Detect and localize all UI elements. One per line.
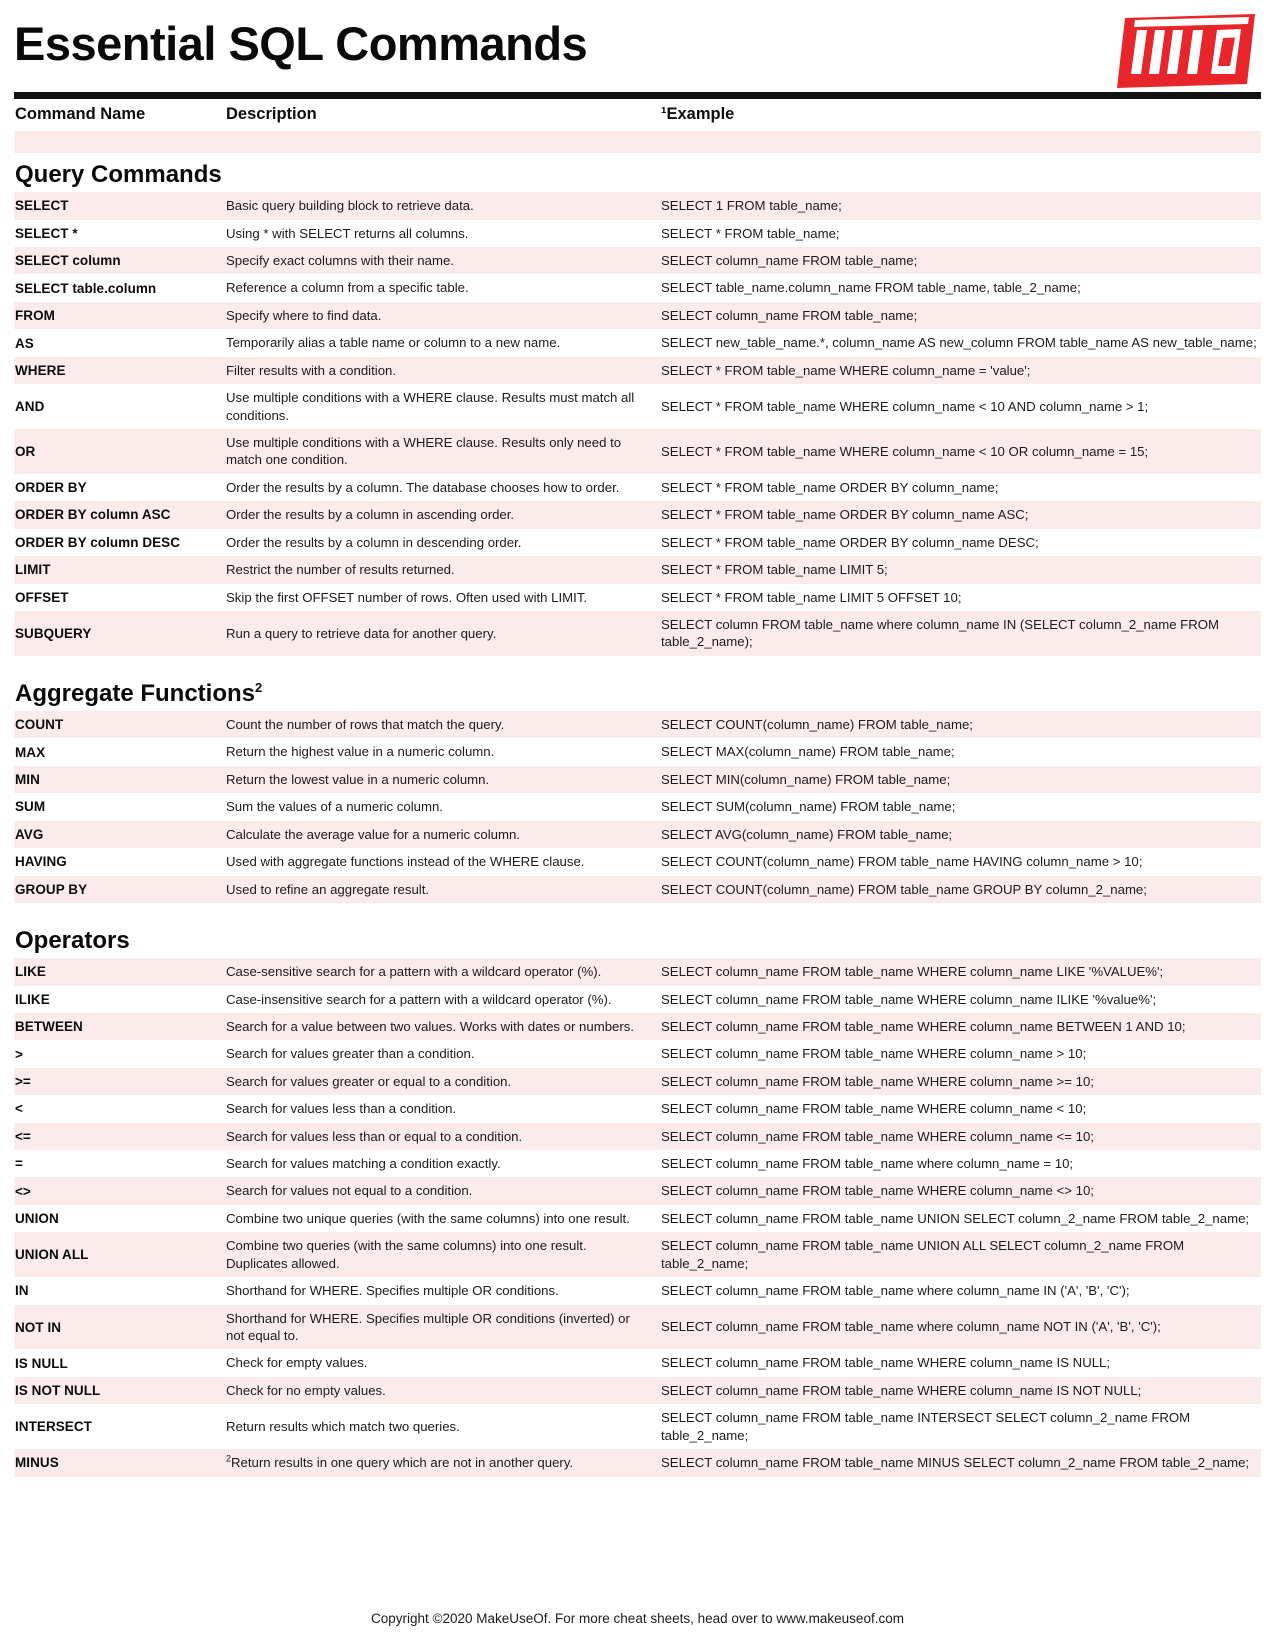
command-description-cell: Return the highest value in a numeric column. xyxy=(226,744,495,760)
table-row xyxy=(14,329,1261,356)
command-description-cell: Sum the values of a numeric column. xyxy=(226,799,443,815)
table-row xyxy=(14,1205,1261,1232)
command-example-cell: SELECT * FROM table_name LIMIT 5 OFFSET 10; xyxy=(661,589,962,605)
table-row xyxy=(14,357,1261,384)
command-name-cell: GROUP BY xyxy=(14,876,225,903)
command-description-cell: Filter results with a condition. xyxy=(225,357,657,384)
command-description-cell: Basic query building block to retrieve data. xyxy=(225,192,657,219)
command-example-cell: SELECT column_name FROM table_name WHERE column_name <= 10; xyxy=(657,1123,1261,1150)
command-description-cell: Restrict the number of results returned. xyxy=(225,556,657,583)
command-name-cell: <= xyxy=(14,1123,225,1150)
column-header-description: Description xyxy=(226,105,317,123)
table-row xyxy=(14,302,1261,329)
table-row xyxy=(14,247,1261,274)
command-example-cell: SELECT AVG(column_name) FROM table_name; xyxy=(657,821,1261,848)
command-description-cell: Shorthand for WHERE. Specifies multiple OR conditions. xyxy=(226,1283,559,1299)
command-description-cell: Return results which match two queries. xyxy=(226,1418,460,1434)
table-header-row xyxy=(14,99,1261,131)
table-row xyxy=(14,1068,1261,1095)
command-name-cell: MINUS xyxy=(14,1449,225,1476)
section-gap-row xyxy=(14,656,1261,672)
command-description-cell: Used with aggregate functions instead of the WHERE clause. xyxy=(226,854,585,870)
command-description-cell: Check for empty values. xyxy=(226,1355,368,1371)
table-row xyxy=(14,821,1261,848)
command-name-cell: MIN xyxy=(14,766,225,793)
muo-logo xyxy=(1107,14,1255,88)
table-row xyxy=(14,1177,1261,1204)
command-description-cell: Check for no empty values. xyxy=(225,1377,657,1404)
table-row xyxy=(14,1349,1261,1376)
table-row xyxy=(14,474,1261,501)
command-example-cell: SELECT column_name FROM table_name UNION ALL SELECT column_2_name FROM table_2_name; xyxy=(657,1232,1261,1277)
header-rule xyxy=(14,92,1261,99)
table-row xyxy=(14,986,1261,1013)
command-example-cell: SELECT column FROM table_name where column_name IN (SELECT column_2_name FROM table_2_name); xyxy=(657,611,1261,656)
command-name-cell: UNION xyxy=(15,1211,59,1227)
header-spacer-cell xyxy=(14,131,1261,153)
command-description-cell: Search for values greater or equal to a condition. xyxy=(225,1068,657,1095)
command-description-cell: Return the lowest value in a numeric column. xyxy=(225,766,657,793)
command-example-cell: SELECT column_name FROM table_name; xyxy=(657,302,1261,329)
command-example-cell: SELECT SUM(column_name) FROM table_name; xyxy=(661,799,956,815)
command-name-cell: INTERSECT xyxy=(15,1419,92,1435)
command-example-cell: SELECT * FROM table_name WHERE column_name = 'value'; xyxy=(657,357,1261,384)
command-description-cell: Search for values less than a condition. xyxy=(226,1101,457,1117)
command-name-cell: OFFSET xyxy=(15,589,69,605)
command-example-cell: SELECT column_name FROM table_name MINUS SELECT column_2_name FROM table_2_name; xyxy=(657,1449,1261,1476)
command-name-cell: ORDER BY column DESC xyxy=(15,534,181,550)
table-row xyxy=(14,1232,1261,1277)
command-name-cell: BETWEEN xyxy=(14,1013,225,1040)
command-example-cell: SELECT MIN(column_name) FROM table_name; xyxy=(657,766,1261,793)
command-name-cell: < xyxy=(15,1101,23,1117)
section-heading-cell xyxy=(14,153,1261,192)
command-name-cell: = xyxy=(15,1156,23,1172)
command-example-cell: SELECT column_name FROM table_name WHERE column_name < 10; xyxy=(661,1101,1087,1117)
section-title: Query Commands xyxy=(15,161,222,188)
description-text: Return results in one query which are not in another query. xyxy=(231,1455,574,1471)
command-example-cell: SELECT column_name FROM table_name where column_name = 10; xyxy=(661,1156,1074,1172)
command-description-cell: Specify exact columns with their name. xyxy=(225,247,657,274)
section-title-superscript: 2 xyxy=(255,679,263,695)
command-name-cell: NOT IN xyxy=(14,1305,225,1350)
command-name-cell: AVG xyxy=(14,821,225,848)
table-row xyxy=(14,958,1261,985)
command-example-cell: SELECT COUNT(column_name) FROM table_name HAVING column_name > 10; xyxy=(661,854,1143,870)
command-example-cell: SELECT column_name FROM table_name WHERE column_name LIKE '%VALUE%'; xyxy=(657,958,1261,985)
table-row xyxy=(14,1040,1261,1067)
command-description-cell: Combine two queries (with the same columns) into one result. Duplicates allowed. xyxy=(225,1232,657,1277)
command-description-cell: Using * with SELECT returns all columns. xyxy=(226,225,469,241)
command-name-cell: SUM xyxy=(15,799,46,815)
command-name-cell: COUNT xyxy=(14,711,225,738)
command-name-cell: ORDER BY xyxy=(15,480,87,496)
section-heading-row xyxy=(14,919,1261,958)
command-description-cell: Calculate the average value for a numeric column. xyxy=(225,821,657,848)
section-heading-row xyxy=(14,153,1261,192)
table-head xyxy=(14,99,1261,131)
command-description-cell: Temporarily alias a table name or column to a new name. xyxy=(226,335,561,351)
table-row xyxy=(14,192,1261,219)
command-description-cell: Shorthand for WHERE. Specifies multiple OR conditions (inverted) or not equal to. xyxy=(225,1305,657,1350)
table-row xyxy=(14,1095,1261,1122)
table-row xyxy=(14,1013,1261,1040)
command-example-cell: SELECT column_name FROM table_name WHERE column_name IS NULL; xyxy=(661,1355,1111,1371)
command-example-cell: SELECT column_name FROM table_name WHERE column_name <> 10; xyxy=(657,1177,1261,1204)
command-name-cell: SELECT table.column xyxy=(15,280,157,296)
command-description-cell: Reference a column from a specific table. xyxy=(226,280,469,296)
column-header-example: ¹Example xyxy=(661,105,735,123)
command-example-cell: SELECT * FROM table_name ORDER BY column_name DESC; xyxy=(661,534,1039,550)
column-header-command: Command Name xyxy=(15,105,146,123)
table-row xyxy=(14,876,1261,903)
command-name-cell: WHERE xyxy=(14,357,225,384)
table-row xyxy=(14,1449,1261,1476)
table-row xyxy=(14,1150,1261,1177)
command-name-cell: MAX xyxy=(15,744,46,760)
command-example-cell: SELECT * FROM table_name ORDER BY column_name ASC; xyxy=(657,501,1261,528)
command-example-cell: SELECT * FROM table_name LIMIT 5; xyxy=(657,556,1261,583)
command-description-cell: Count the number of rows that match the query. xyxy=(225,711,657,738)
command-name-cell: SELECT xyxy=(14,192,225,219)
command-name-cell: ILIKE xyxy=(15,991,50,1007)
command-description-cell: Skip the first OFFSET number of rows. Often used with LIMIT. xyxy=(226,589,588,605)
command-example-cell: SELECT COUNT(column_name) FROM table_name GROUP BY column_2_name; xyxy=(657,876,1261,903)
command-description-cell: Search for values not equal to a condition. xyxy=(225,1177,657,1204)
table-row xyxy=(14,1305,1261,1350)
command-example-cell: SELECT column_name FROM table_name where column_name IN ('A', 'B', 'C'); xyxy=(661,1283,1130,1299)
section-title: Aggregate Functions$^2$ xyxy=(15,679,263,707)
command-description-cell: Order the results by a column. The database chooses how to order. xyxy=(226,479,620,495)
table-row xyxy=(14,584,1261,611)
table-row xyxy=(14,711,1261,738)
description-superscript: 2 xyxy=(226,1453,232,1464)
command-example-cell: SELECT new_table_name.*, column_name AS new_column FROM table_name AS new_table_name; xyxy=(661,335,1257,351)
command-example-cell: SELECT column_name FROM table_name WHERE column_name > 10; xyxy=(661,1046,1087,1062)
table-body xyxy=(14,131,1261,1477)
command-description-cell: Search for a value between two values. Works with dates or numbers. xyxy=(225,1013,657,1040)
command-name-cell: IS NULL xyxy=(15,1355,68,1371)
command-description-cell: Use multiple conditions with a WHERE clause. Results must match all conditions. xyxy=(226,390,635,423)
table-row xyxy=(14,274,1261,301)
command-example-cell: SELECT * FROM table_name WHERE column_name < 10 OR column_name = 15; xyxy=(657,429,1261,474)
table-row xyxy=(14,611,1261,656)
command-description-cell: Used to refine an aggregate result. xyxy=(225,876,657,903)
table-row xyxy=(14,848,1261,875)
command-name-cell: SELECT column xyxy=(14,247,225,274)
commands-table xyxy=(14,99,1261,1477)
command-example-cell: SELECT MAX(column_name) FROM table_name; xyxy=(661,744,955,760)
command-name-cell: AS xyxy=(15,335,34,351)
command-example-cell: SELECT table_name.column_name FROM table_name, table_2_name; xyxy=(661,280,1081,296)
command-name-cell: IN xyxy=(15,1283,29,1299)
command-description-cell xyxy=(225,1449,657,1476)
command-name-cell: > xyxy=(15,1046,23,1062)
table-row xyxy=(14,1404,1261,1449)
command-description-cell: Specify where to find data. xyxy=(225,302,657,329)
command-example-cell: SELECT column_name FROM table_name WHERE column_name IS NOT NULL; xyxy=(657,1377,1261,1404)
table-row xyxy=(14,766,1261,793)
footer-copyright: Copyright ©2020 MakeUseOf. For more cheat sheets, head over to www.makeuseof.com xyxy=(371,1611,904,1626)
command-description-cell: Order the results by a column in descending order. xyxy=(226,534,522,550)
command-name-cell: AND xyxy=(15,399,45,415)
command-example-cell: SELECT column_name FROM table_name WHERE column_name >= 10; xyxy=(657,1068,1261,1095)
command-example-cell: SELECT column_name FROM table_name where column_name NOT IN ('A', 'B', 'C'); xyxy=(657,1305,1261,1350)
command-example-cell: SELECT * FROM table_name; xyxy=(661,225,840,241)
command-example-cell: SELECT column_name FROM table_name WHERE column_name ILIKE '%value%'; xyxy=(661,991,1157,1007)
command-name-cell: LIKE xyxy=(14,958,225,985)
command-example-cell: SELECT column_name FROM table_name UNION SELECT column_2_name FROM table_2_name; xyxy=(661,1210,1250,1226)
command-name-cell: IS NOT NULL xyxy=(14,1377,225,1404)
section-gap-cell xyxy=(14,656,1261,672)
table-row xyxy=(14,1123,1261,1150)
command-description-cell: Order the results by a column in ascending order. xyxy=(225,501,657,528)
command-description-cell: Case-insensitive search for a pattern with a wildcard operator (%). xyxy=(226,991,612,1007)
command-name-cell: SUBQUERY xyxy=(14,611,225,656)
section-heading-row xyxy=(14,672,1261,711)
command-description-cell: Use multiple conditions with a WHERE clause. Results only need to match one condition. xyxy=(225,429,657,474)
command-example-cell: SELECT COUNT(column_name) FROM table_name; xyxy=(657,711,1261,738)
command-example-cell: SELECT column_name FROM table_name INTERSECT SELECT column_2_name FROM table_2_name; xyxy=(661,1410,1191,1443)
command-description-cell: Run a query to retrieve data for another query. xyxy=(225,611,657,656)
header-spacer-row xyxy=(14,131,1261,153)
command-name-cell: <> xyxy=(14,1177,225,1204)
section-heading-cell xyxy=(14,672,1261,711)
command-name-cell: UNION ALL xyxy=(14,1232,225,1277)
command-description-cell: Search for values less than or equal to a condition. xyxy=(225,1123,657,1150)
section-heading-cell xyxy=(14,919,1261,958)
command-name-cell: ORDER BY column ASC xyxy=(14,501,225,528)
masthead xyxy=(14,0,1261,92)
command-name-cell: FROM xyxy=(14,302,225,329)
page-title: Essential SQL Commands xyxy=(14,17,588,70)
command-name-cell: OR xyxy=(14,429,225,474)
command-example-cell: SELECT 1 FROM table_name; xyxy=(657,192,1261,219)
command-name-cell: LIMIT xyxy=(14,556,225,583)
table-row xyxy=(14,501,1261,528)
command-example-cell: SELECT column_name FROM table_name; xyxy=(657,247,1261,274)
table-row xyxy=(14,738,1261,765)
table-row xyxy=(14,384,1261,429)
table-row xyxy=(14,529,1261,556)
table-row xyxy=(14,1377,1261,1404)
command-description-cell: Search for values matching a condition exactly. xyxy=(226,1156,501,1172)
section-gap-row xyxy=(14,903,1261,919)
table-row xyxy=(14,429,1261,474)
command-description-cell: Case-sensitive search for a pattern with a wildcard operator (%). xyxy=(225,958,657,985)
table-row xyxy=(14,793,1261,820)
command-name-cell: HAVING xyxy=(15,854,67,870)
section-gap-cell xyxy=(14,903,1261,919)
command-example-cell: SELECT * FROM table_name ORDER BY column_name; xyxy=(661,479,999,495)
table-row xyxy=(14,556,1261,583)
command-name-cell: SELECT * xyxy=(15,225,78,241)
command-example-cell: SELECT * FROM table_name WHERE column_name < 10 AND column_name > 1; xyxy=(661,398,1149,414)
section-title: Operators xyxy=(15,926,130,954)
command-description-cell: Search for values greater than a condition. xyxy=(226,1046,475,1062)
table-row xyxy=(14,1277,1261,1304)
command-description-cell: Combine two unique queries (with the same columns) into one result. xyxy=(226,1210,630,1226)
command-name-cell: >= xyxy=(14,1068,225,1095)
command-example-cell: SELECT column_name FROM table_name WHERE column_name BETWEEN 1 AND 10; xyxy=(657,1013,1261,1040)
table-row xyxy=(14,220,1261,247)
